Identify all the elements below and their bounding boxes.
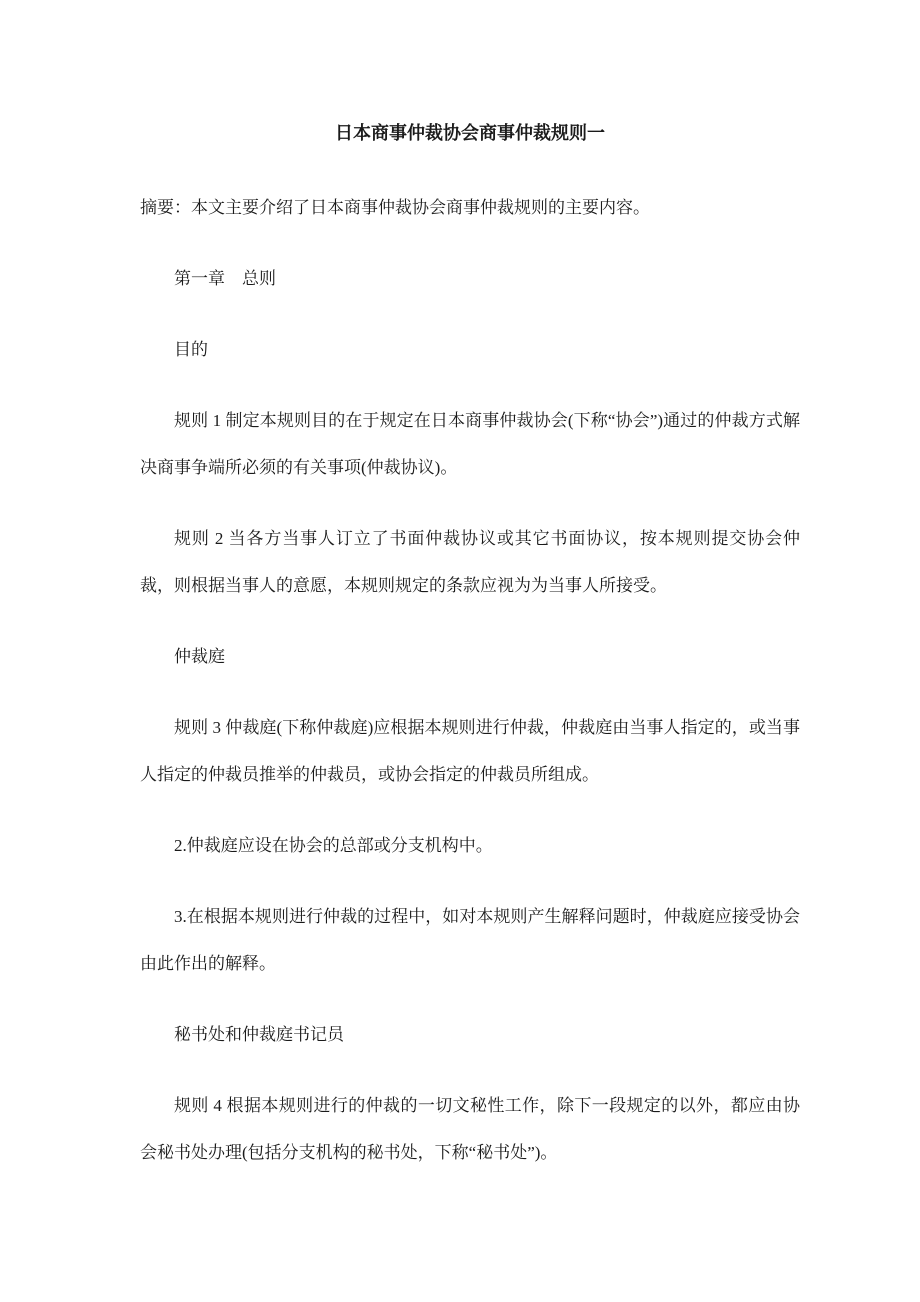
rule-3-clause-3-paragraph: 3.在根据本规则进行仲裁的过程中，如对本规则产生解释问题时，仲裁庭应接受协会由此作出的解释。 [140,907,800,973]
rule-1-paragraph: 规则 1 制定本规则目的在于规定在日本商事仲裁协会(下称“协会”)通过的仲裁方式解决商事争端所必须的有关事项(仲裁协议)。 [140,411,800,477]
rule-2-paragraph: 规则 2 当各方当事人订立了书面仲裁协议或其它书面协议，按本规则提交协会仲裁，则根据当事人的意愿，本规则规定的条款应视为为当事人所接受。 [140,529,800,595]
heading-tribunal: 仲裁庭 [174,647,225,666]
rule-4-paragraph: 规则 4 根据本规则进行的仲裁的一切文秘性工作，除下一段规定的以外，都应由协会秘书处办理(包括分支机构的秘书处，下称“秘书处”)。 [140,1096,800,1162]
rule-3-paragraph: 规则 3 仲裁庭(下称仲裁庭)应根据本规则进行仲裁，仲裁庭由当事人指定的，或当事人指定的仲裁员推举的仲裁员，或协会指定的仲裁员所组成。 [140,718,800,784]
heading-secretariat: 秘书处和仲裁庭书记员 [174,1025,344,1044]
abstract-paragraph: 摘要：本文主要介绍了日本商事仲裁协会商事仲裁规则的主要内容。 [140,198,650,217]
rule-3-clause-2-paragraph: 2.仲裁庭应设在协会的总部或分支机构中。 [174,836,493,855]
heading-purpose: 目的 [174,340,208,359]
chapter-1-heading: 第一章 总则 [174,269,276,288]
document-title: 日本商事仲裁协会商事仲裁规则一 [335,123,605,143]
